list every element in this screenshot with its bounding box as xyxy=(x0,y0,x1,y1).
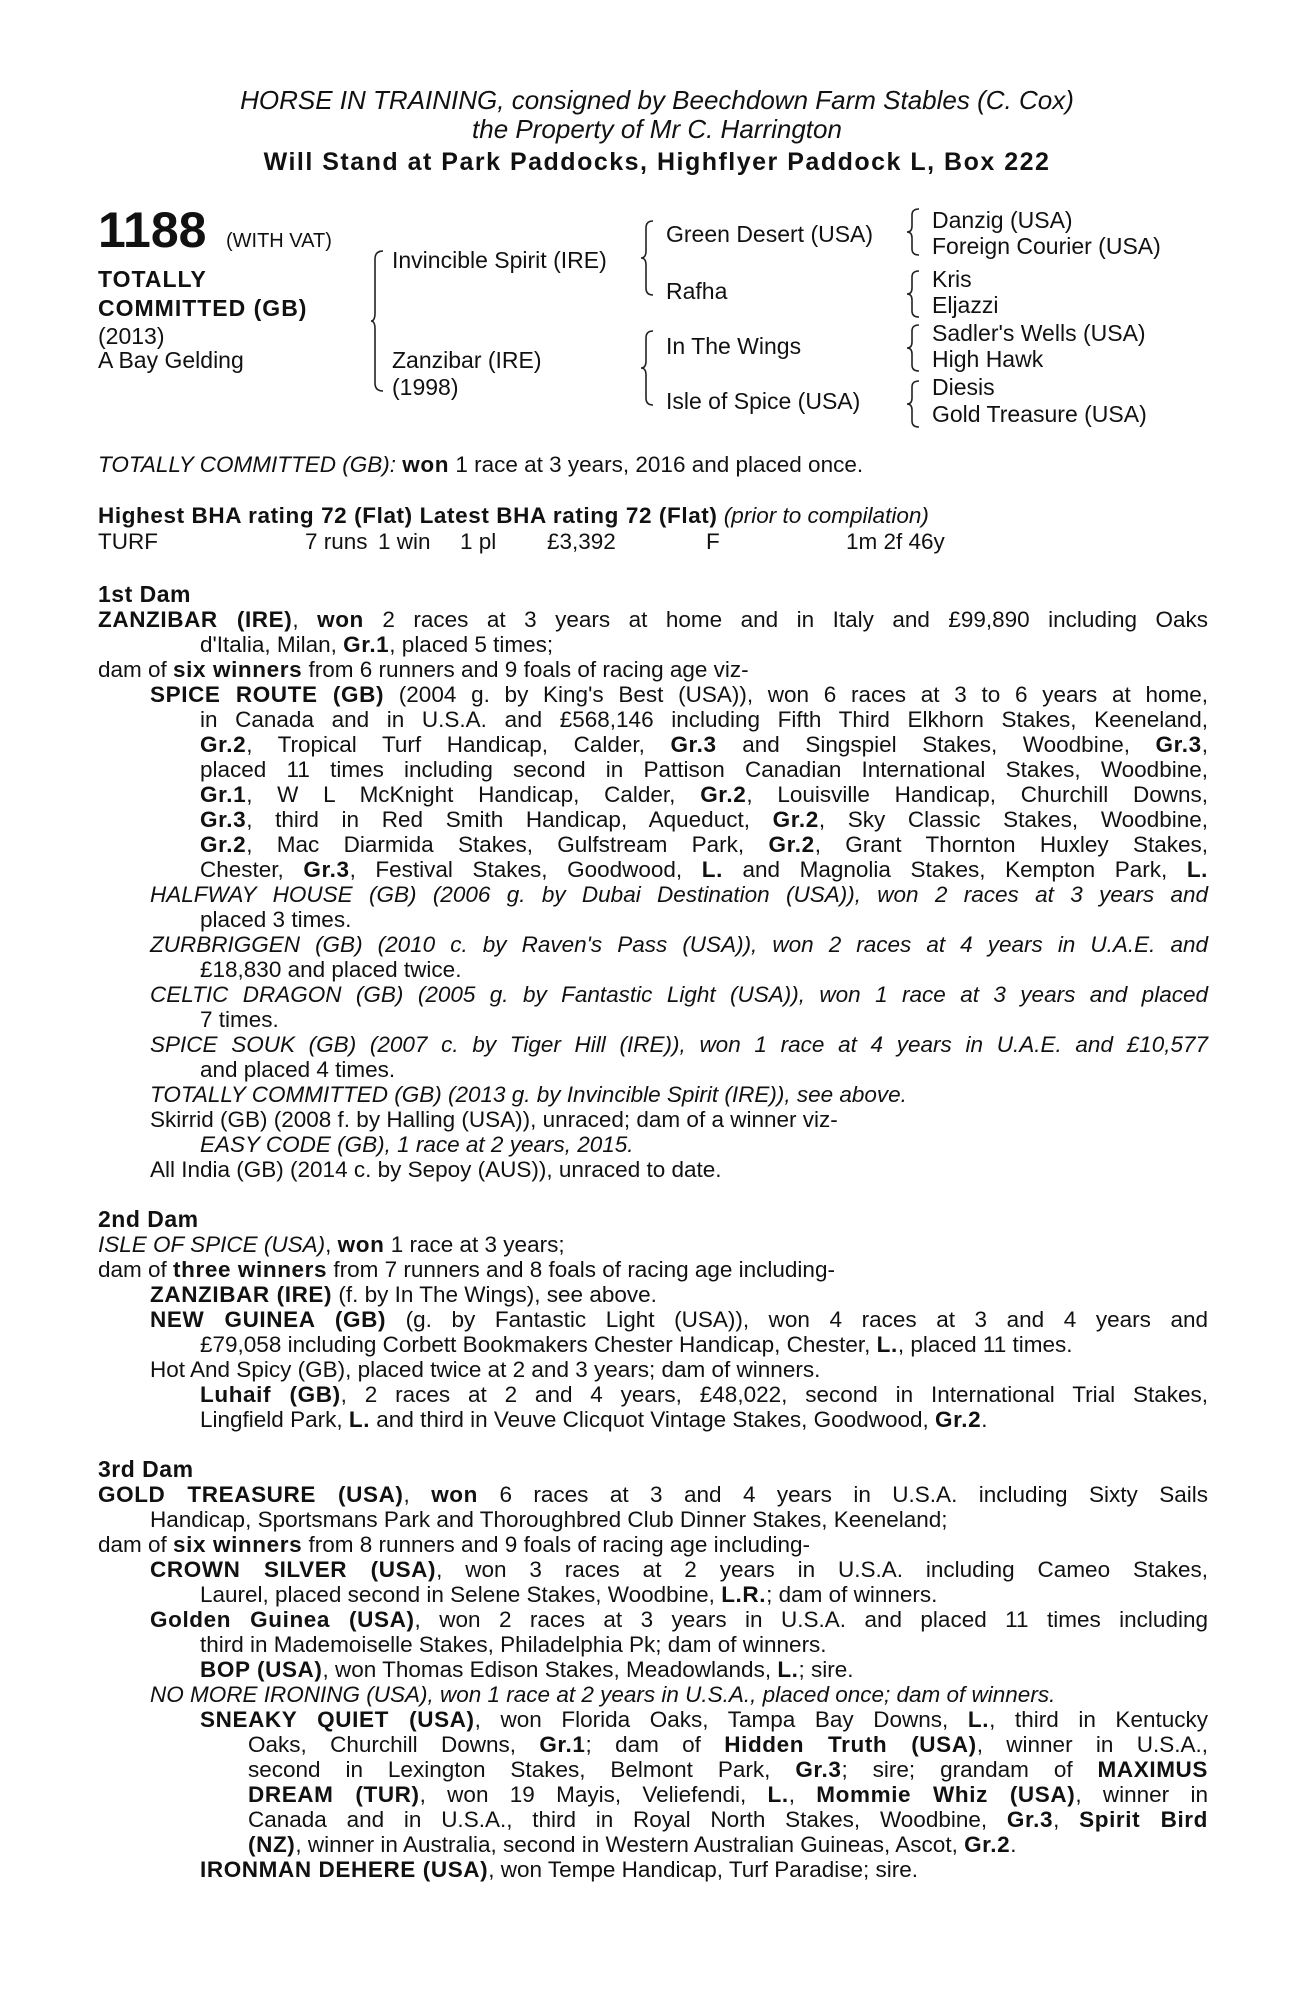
second-dam-produce: dam of three winners from 7 runners and 8 foals of racing age including- xyxy=(98,1257,835,1282)
text-run: , Festival Stakes, Goodwood, xyxy=(349,857,702,882)
text-run: Canada and in U.S.A., third in Royal North Stakes, Woodbine, xyxy=(248,1807,1007,1832)
text-run: , xyxy=(1201,732,1208,757)
produce-zurbriggen: ZURBRIGGEN (GB) (2010 c. by Raven's Pass (USA)), won 2 races at 4 years in U.A.E. and xyxy=(150,932,1208,957)
stats-distance: 1m 2f 46y xyxy=(846,529,945,554)
produce-all-india: All India (GB) (2014 c. by Sepoy (AUS)), unraced to date. xyxy=(150,1157,722,1182)
text-run: Gr.3 xyxy=(670,732,717,757)
produce-spice-souk-cont: and placed 4 times. xyxy=(200,1057,396,1082)
pedigree-ggp: Eljazzi xyxy=(932,292,999,318)
horse-name-line2: COMMITTED (GB) xyxy=(98,295,308,321)
text-run: L. xyxy=(767,1782,789,1807)
first-dam-heading: 1st Dam xyxy=(98,581,191,607)
stats-runs: 7 runs xyxy=(305,529,368,554)
produce-sneaky-quiet-cont xyxy=(248,1832,1208,1857)
text-run: , won 19 Mayis, Veliefendi, xyxy=(419,1782,768,1807)
text-run: IRONMAN DEHERE (USA) xyxy=(200,1857,489,1882)
text-run: L. xyxy=(1186,857,1209,882)
text-run: Gr.2 xyxy=(768,832,815,857)
stats-surface: TURF xyxy=(98,529,158,554)
text-run: and Magnolia Stakes, Kempton Park, xyxy=(722,857,1187,882)
consignor-line: HORSE IN TRAINING, consigned by Beechdown Farm Stables (C. Cox) xyxy=(240,85,1074,115)
text-run: , won Florida Oaks, Tampa Bay Downs, xyxy=(474,1707,968,1732)
pedigree-ggp: Sadler's Wells (USA) xyxy=(932,320,1146,346)
produce-easy-code: EASY CODE (GB), 1 race at 2 years, 2015. xyxy=(200,1132,634,1157)
foaling-year: (2013) xyxy=(98,323,165,349)
produce-celtic-dragon-cont: 7 times. xyxy=(200,1007,279,1032)
pedigree-dam-dam: Isle of Spice (USA) xyxy=(666,388,861,414)
text-run: , winner in xyxy=(1075,1782,1208,1807)
pedigree-sire-sire: Green Desert (USA) xyxy=(666,221,874,247)
produce-hot-and-spicy: Hot And Spicy (GB), placed twice at 2 and 3 years; dam of winners. xyxy=(150,1357,821,1382)
text-run: , Mac Diarmida Stakes, Gulfstream Park, xyxy=(246,832,769,857)
produce-sneaky-quiet-cont xyxy=(248,1757,1208,1782)
third-dam-produce: dam of six winners from 8 runners and 9 foals of racing age including- xyxy=(98,1532,810,1557)
text-run: Gr.2 xyxy=(200,832,247,857)
text-run: Gr.3 xyxy=(795,1757,842,1782)
text-run: Gr.2 xyxy=(964,1832,1011,1857)
produce-spice-route-cont: in Canada and in U.S.A. and £568,146 including Fifth Third Elkhorn Stakes, Keeneland, xyxy=(200,707,1208,732)
pedigree-brace-gg3 xyxy=(906,324,920,372)
produce-crown-silver-cont xyxy=(200,1582,1208,1607)
third-dam-record: GOLD TREASURE (USA), won 6 races at 3 and 4 years in U.S.A. including Sixty Sails xyxy=(98,1482,1208,1507)
text-run: ; dam of xyxy=(585,1732,725,1757)
produce-spice-route-cont xyxy=(200,782,1208,807)
text-run: , third in Kentucky xyxy=(989,1707,1208,1732)
text-run: ; sire; grandam of xyxy=(841,1757,1098,1782)
vat-note: (WITH VAT) xyxy=(226,230,332,252)
stats-placed: 1 pl xyxy=(460,529,497,554)
horse-description: A Bay Gelding xyxy=(98,347,244,373)
bha-ratings: Highest BHA rating 72 (Flat) Latest BHA rating 72 (Flat) (prior to compilation) xyxy=(98,503,929,528)
produce-no-more-ironing: NO MORE IRONING (USA), won 1 race at 2 years in U.S.A., placed once; dam of winners. xyxy=(150,1682,1056,1707)
produce-bop xyxy=(200,1657,1208,1682)
text-run: . xyxy=(981,1407,988,1432)
produce-new-guinea-cont xyxy=(200,1332,1208,1357)
second-dam-record: ISLE OF SPICE (USA), won 1 race at 3 years; xyxy=(98,1232,565,1257)
text-run: ; dam of winners. xyxy=(766,1582,938,1607)
text-run: Gr.3 xyxy=(1155,732,1202,757)
produce-new-guinea: NEW GUINEA (GB) (g. by Fantastic Light (USA)), won 4 races at 3 and 4 years and xyxy=(150,1307,1208,1332)
text-run: , Tropical Turf Handicap, Calder, xyxy=(246,732,671,757)
text-run: , winner in Australia, second in Western Australian Guineas, Ascot, xyxy=(295,1832,965,1857)
pedigree-sire-dam: Rafha xyxy=(666,278,728,304)
produce-sneaky-quiet xyxy=(200,1707,1208,1732)
pedigree-brace-main xyxy=(370,250,384,392)
text-run: , xyxy=(788,1782,817,1807)
text-run: , winner in U.S.A., xyxy=(976,1732,1208,1757)
pedigree-brace-sire xyxy=(640,220,654,296)
pedigree-brace-gg4 xyxy=(906,380,920,428)
text-run: , won Tempe Handicap, Turf Paradise; sire. xyxy=(488,1857,919,1882)
produce-ironman-dehere xyxy=(200,1857,1208,1882)
text-run: , xyxy=(1053,1807,1080,1832)
pedigree-dam-sire: In The Wings xyxy=(666,333,802,359)
stats-wins: 1 win xyxy=(378,529,431,554)
text-run: L.R. xyxy=(721,1582,767,1607)
pedigree-ggp: Kris xyxy=(932,266,972,292)
produce-luhaif-cont xyxy=(200,1407,1208,1432)
first-dam-record: ZANZIBAR (IRE), won 2 races at 3 years at home and in Italy and £99,890 including Oaks xyxy=(98,607,1208,632)
pedigree-brace-gg2 xyxy=(906,270,920,318)
produce-celtic-dragon: CELTIC DRAGON (GB) (2005 g. by Fantastic Light (USA)), won 1 race at 3 years and placed xyxy=(150,982,1208,1007)
text-run: Gr.3 xyxy=(303,857,350,882)
produce-spice-route-cont: placed 11 times including second in Pattison Canadian International Stakes, Woodbine, xyxy=(200,757,1208,782)
third-dam-record-cont: Handicap, Sportsmans Park and Thoroughbred Club Dinner Stakes, Keeneland; xyxy=(150,1507,948,1532)
pedigree-ggp: Gold Treasure (USA) xyxy=(932,401,1147,427)
produce-spice-route-cont xyxy=(200,807,1208,832)
stats-earnings: £3,392 xyxy=(547,529,616,554)
text-run: Hidden Truth (USA) xyxy=(724,1732,977,1757)
produce-halfway-house: HALFWAY HOUSE (GB) (2006 g. by Dubai Destination (USA)), won 2 races at 3 years and xyxy=(150,882,1208,907)
text-run: , won Thomas Edison Stakes, Meadowlands, xyxy=(322,1657,778,1682)
produce-sneaky-quiet-cont xyxy=(248,1807,1208,1832)
text-run: Laurel, placed second in Selene Stakes, Woodbine, xyxy=(200,1582,722,1607)
text-run: Gr.2 xyxy=(200,732,247,757)
text-run: (NZ) xyxy=(248,1832,296,1857)
text-run: . xyxy=(1010,1832,1017,1857)
text-run: SNEAKY QUIET (USA) xyxy=(200,1707,475,1732)
pedigree-brace-dam xyxy=(640,330,654,406)
text-run: Gr.1 xyxy=(200,782,247,807)
text-run: , third in Red Smith Handicap, Aqueduct, xyxy=(246,807,773,832)
produce-spice-route-cont xyxy=(200,857,1208,882)
horse-name-line1: TOTALLY xyxy=(98,266,207,292)
produce-zurbriggen-cont: £18,830 and placed twice. xyxy=(200,957,462,982)
text-run: ; sire. xyxy=(798,1657,854,1682)
produce-golden-guinea: Golden Guinea (USA), won 2 races at 3 years in U.S.A. and placed 11 times including xyxy=(150,1607,1208,1632)
text-run: L. xyxy=(777,1657,799,1682)
first-dam-record-cont: d'Italia, Milan, Gr.1, placed 5 times; xyxy=(200,632,554,657)
text-run: Gr.3 xyxy=(200,807,247,832)
text-run: BOP (USA) xyxy=(200,1657,323,1682)
produce-sneaky-quiet-cont xyxy=(248,1732,1208,1757)
produce-spice-route-cont xyxy=(200,832,1208,857)
lot-number: 1188 xyxy=(98,202,207,258)
produce-sneaky-quiet-cont xyxy=(248,1782,1208,1807)
race-summary: TOTALLY COMMITTED (GB): won 1 race at 3 years, 2016 and placed once. xyxy=(98,452,864,477)
produce-spice-route-cont xyxy=(200,732,1208,757)
text-run: L. xyxy=(967,1707,990,1732)
produce-skirrid: Skirrid (GB) (2008 f. by Halling (USA)), unraced; dam of a winner viz- xyxy=(150,1107,838,1132)
produce-zanzibar: ZANZIBAR (IRE) (f. by In The Wings), see above. xyxy=(150,1282,657,1307)
horse-name xyxy=(98,265,307,323)
stabling-line: Will Stand at Park Paddocks, Highflyer Paddock L, Box 222 xyxy=(263,148,1051,176)
text-run: second in Lexington Stakes, Belmont Park, xyxy=(248,1757,796,1782)
pedigree-ggp: Foreign Courier (USA) xyxy=(932,233,1161,259)
text-run: , W L McKnight Handicap, Calder, xyxy=(246,782,701,807)
text-run: Gr.2 xyxy=(772,807,819,832)
text-run: L. xyxy=(876,1332,898,1357)
produce-spice-souk: SPICE SOUK (GB) (2007 c. by Tiger Hill (IRE)), won 1 race at 4 years in U.A.E. and £10,577 xyxy=(150,1032,1208,1057)
text-run: Gr.2 xyxy=(700,782,747,807)
text-run: Spirit Bird xyxy=(1079,1807,1209,1832)
pedigree-ggp: Danzig (USA) xyxy=(932,207,1073,233)
text-run: Mommie Whiz (USA) xyxy=(816,1782,1076,1807)
text-run: , Sky Classic Stakes, Woodbine, xyxy=(818,807,1208,832)
owner-line: the Property of Mr C. Harrington xyxy=(472,114,842,144)
text-run: Gr.1 xyxy=(539,1732,586,1757)
second-dam-heading: 2nd Dam xyxy=(98,1206,199,1232)
produce-golden-guinea-cont: third in Mademoiselle Stakes, Philadelphia Pk; dam of winners. xyxy=(200,1632,827,1657)
text-run: Lingfield Park, xyxy=(200,1407,349,1432)
text-run: and Singspiel Stakes, Woodbine, xyxy=(716,732,1156,757)
pedigree-ggp: High Hawk xyxy=(932,346,1044,372)
pedigree-dam: Zanzibar (IRE) xyxy=(392,347,542,373)
first-dam-produce: dam of six winners from 6 runners and 9 foals of racing age viz- xyxy=(98,657,749,682)
produce-halfway-house-cont: placed 3 times. xyxy=(200,907,352,932)
pedigree-dam-year: (1998) xyxy=(392,374,459,400)
text-run: , placed 11 times. xyxy=(897,1332,1073,1357)
pedigree-sire: Invincible Spirit (IRE) xyxy=(392,247,607,273)
text-run: DREAM (TUR) xyxy=(248,1782,420,1807)
pedigree-ggp: Diesis xyxy=(932,374,995,400)
third-dam-heading: 3rd Dam xyxy=(98,1456,194,1482)
text-run: and third in Veuve Clicquot Vintage Stakes, Goodwood, xyxy=(370,1407,935,1432)
pedigree-brace-gg1 xyxy=(906,208,920,256)
produce-totally-committed: TOTALLY COMMITTED (GB) (2013 g. by Invincible Spirit (IRE)), see above. xyxy=(150,1082,907,1107)
text-run: Oaks, Churchill Downs, xyxy=(248,1732,540,1757)
produce-crown-silver: CROWN SILVER (USA), won 3 races at 2 years in U.S.A. including Cameo Stakes, xyxy=(150,1557,1208,1582)
produce-luhaif: Luhaif (GB), 2 races at 2 and 4 years, £48,022, second in International Trial Stakes, xyxy=(200,1382,1209,1407)
text-run: L. xyxy=(348,1407,371,1432)
text-run: Gr.2 xyxy=(935,1407,982,1432)
produce-spice-route: SPICE ROUTE (GB) (2004 g. by King's Best (USA)), won 6 races at 3 to 6 years at home, xyxy=(150,682,1208,707)
text-run: Chester, xyxy=(200,857,304,882)
text-run: L. xyxy=(701,857,723,882)
text-run: , Louisville Handicap, Churchill Downs, xyxy=(746,782,1208,807)
stats-going: F xyxy=(706,529,720,554)
text-run: Gr.3 xyxy=(1006,1807,1054,1832)
text-run: , Grant Thornton Huxley Stakes, xyxy=(814,832,1208,857)
text-run: MAXIMUS xyxy=(1097,1757,1208,1782)
text-run: £79,058 including Corbett Bookmakers Chester Handicap, Chester, xyxy=(200,1332,877,1357)
